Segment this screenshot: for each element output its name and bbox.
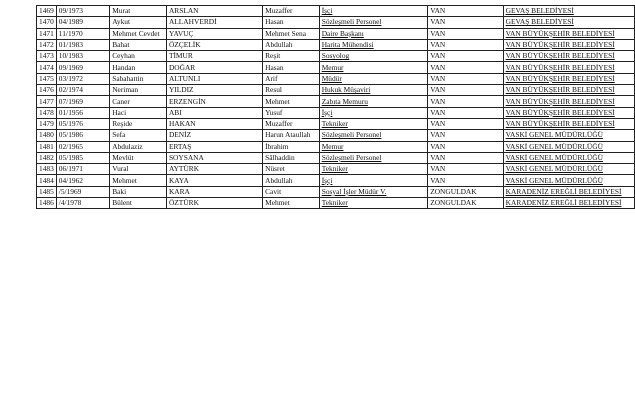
job-title-cell: Tekniker [319, 198, 427, 209]
birth-date-cell: 01/1956 [56, 107, 109, 118]
record-number-cell: 1471 [37, 28, 57, 39]
table-row [37, 62, 635, 73]
city-cell: VAN [428, 28, 503, 39]
first-name-cell: Mehmet Cevdet [110, 28, 167, 39]
birth-date-cell: 05/1976 [56, 118, 109, 129]
father-name-cell: Mehmet Sena [263, 28, 320, 39]
last-name-cell: AYTÜRK [166, 164, 262, 175]
last-name-cell: KAYA [166, 175, 262, 186]
institution-cell: VAN BÜYÜKŞEHİR BELEDİYESİ [503, 118, 634, 129]
birth-date-cell: 02/1965 [56, 141, 109, 152]
first-name-cell: Ceyhan [110, 51, 167, 62]
record-number-cell: 1474 [37, 62, 57, 73]
institution-cell: VASKİ GENEL MÜDÜRLÜĞÜ [503, 164, 634, 175]
record-number-cell: 1479 [37, 118, 57, 129]
table-row [37, 17, 635, 28]
birth-date-cell: 09/1973 [56, 6, 109, 17]
father-name-cell: Harun Ataullah [263, 130, 320, 141]
city-cell: VAN [428, 175, 503, 186]
last-name-cell: ABI [166, 107, 262, 118]
table-row [37, 141, 635, 152]
last-name-cell: KARA [166, 186, 262, 197]
institution-cell: VASKİ GENEL MÜDÜRLÜĞÜ [503, 130, 634, 141]
city-cell: ZONGULDAK [428, 198, 503, 209]
last-name-cell: ALTUNLI [166, 73, 262, 84]
last-name-cell: ÖZTÜRK [166, 198, 262, 209]
table-row [37, 6, 635, 17]
job-title-cell: Tekniker [319, 164, 427, 175]
institution-cell: VAN BÜYÜKŞEHİR BELEDİYESİ [503, 107, 634, 118]
records-table [36, 5, 635, 209]
city-cell: VAN [428, 130, 503, 141]
city-cell: VAN [428, 17, 503, 28]
record-number-cell: 1482 [37, 152, 57, 163]
job-title-cell: Hukuk Müşaviri [319, 85, 427, 96]
table-row [37, 164, 635, 175]
record-number-cell: 1475 [37, 73, 57, 84]
records-body [37, 6, 635, 209]
first-name-cell: Vural [110, 164, 167, 175]
last-name-cell: TİMUR [166, 51, 262, 62]
father-name-cell: Muzaffer [263, 6, 320, 17]
institution-cell: KARADENİZ EREĞLİ BELEDİYESİ [503, 186, 634, 197]
last-name-cell: ERZENGİN [166, 96, 262, 107]
record-number-cell: 1477 [37, 96, 57, 107]
job-title-cell: Tekniker [319, 118, 427, 129]
first-name-cell: Neriman [110, 85, 167, 96]
table-row [37, 51, 635, 62]
first-name-cell: Handan [110, 62, 167, 73]
city-cell: VAN [428, 73, 503, 84]
father-name-cell: Cavit [263, 186, 320, 197]
last-name-cell: ARSLAN [166, 6, 262, 17]
first-name-cell: Haci [110, 107, 167, 118]
first-name-cell: Sabahattin [110, 73, 167, 84]
record-number-cell: 1485 [37, 186, 57, 197]
father-name-cell: Hasan [263, 62, 320, 73]
birth-date-cell: /5/1969 [56, 186, 109, 197]
last-name-cell: ERTAŞ [166, 141, 262, 152]
last-name-cell: SOYSANA [166, 152, 262, 163]
institution-cell: VAN BÜYÜKŞEHİR BELEDİYESİ [503, 39, 634, 50]
job-title-cell: İşçi [319, 6, 427, 17]
city-cell: VAN [428, 85, 503, 96]
birth-date-cell: 07/1969 [56, 96, 109, 107]
job-title-cell: Sözleşmeli Personel [319, 152, 427, 163]
father-name-cell: Mehmet [263, 198, 320, 209]
first-name-cell: Baki [110, 186, 167, 197]
job-title-cell: Müdür [319, 73, 427, 84]
father-name-cell: Hasan [263, 17, 320, 28]
father-name-cell: Muzaffer [263, 118, 320, 129]
record-number-cell: 1473 [37, 51, 57, 62]
job-title-cell: Zabıta Memuru [319, 96, 427, 107]
institution-cell: VASKİ GENEL MÜDÜRLÜĞÜ [503, 141, 634, 152]
first-name-cell: Murat [110, 6, 167, 17]
city-cell: VAN [428, 141, 503, 152]
last-name-cell: ÖZÇELİK [166, 39, 262, 50]
institution-cell: VAN BÜYÜKŞEHİR BELEDİYESİ [503, 73, 634, 84]
first-name-cell: Caner [110, 96, 167, 107]
last-name-cell: HAKAN [166, 118, 262, 129]
table-row [37, 73, 635, 84]
father-name-cell: Reşit [263, 51, 320, 62]
birth-date-cell: 01/1983 [56, 39, 109, 50]
birth-date-cell: 04/1962 [56, 175, 109, 186]
birth-date-cell: 04/1989 [56, 17, 109, 28]
father-name-cell: İbrahim [263, 141, 320, 152]
institution-cell: VAN BÜYÜKŞEHİR BELEDİYESİ [503, 62, 634, 73]
birth-date-cell: 09/1969 [56, 62, 109, 73]
first-name-cell: Sefa [110, 130, 167, 141]
record-number-cell: 1472 [37, 39, 57, 50]
record-number-cell: 1470 [37, 17, 57, 28]
city-cell: ZONGULDAK [428, 186, 503, 197]
institution-cell: VAN BÜYÜKŞEHİR BELEDİYESİ [503, 51, 634, 62]
record-number-cell: 1469 [37, 6, 57, 17]
job-title-cell: İşçi [319, 107, 427, 118]
first-name-cell: Bahat [110, 39, 167, 50]
record-number-cell: 1484 [37, 175, 57, 186]
institution-cell: VASKİ GENEL MÜDÜRLÜĞÜ [503, 175, 634, 186]
city-cell: VAN [428, 51, 503, 62]
birth-date-cell: 05/1986 [56, 130, 109, 141]
record-number-cell: 1486 [37, 198, 57, 209]
city-cell: VAN [428, 152, 503, 163]
table-row [37, 39, 635, 50]
father-name-cell: Sâlhaddin [263, 152, 320, 163]
institution-cell: VAN BÜYÜKŞEHİR BELEDİYESİ [503, 85, 634, 96]
birth-date-cell: 10/1983 [56, 51, 109, 62]
record-number-cell: 1478 [37, 107, 57, 118]
first-name-cell: Abdulaziz [110, 141, 167, 152]
record-number-cell: 1476 [37, 85, 57, 96]
last-name-cell: DOĞAR [166, 62, 262, 73]
job-title-cell: Memur [319, 62, 427, 73]
table-row [37, 130, 635, 141]
city-cell: VAN [428, 164, 503, 175]
table-row [37, 152, 635, 163]
birth-date-cell: 05/1985 [56, 152, 109, 163]
job-title-cell: Sözleşmeli Personel [319, 17, 427, 28]
last-name-cell: ALLAHVERDİ [166, 17, 262, 28]
last-name-cell: DENİZ [166, 130, 262, 141]
father-name-cell: Arif [263, 73, 320, 84]
job-title-cell: Daire Başkanı [319, 28, 427, 39]
table-row [37, 85, 635, 96]
first-name-cell: Aykut [110, 17, 167, 28]
job-title-cell: Memur [319, 141, 427, 152]
table-row [37, 198, 635, 209]
last-name-cell: YILDIZ [166, 85, 262, 96]
record-number-cell: 1480 [37, 130, 57, 141]
job-title-cell: Sosyolog [319, 51, 427, 62]
first-name-cell: Mehmet [110, 175, 167, 186]
job-title-cell: Sosyal İşler Müdür V. [319, 186, 427, 197]
birth-date-cell: 11/1970 [56, 28, 109, 39]
birth-date-cell: 06/1971 [56, 164, 109, 175]
institution-cell: VAN BÜYÜKŞEHİR BELEDİYESİ [503, 28, 634, 39]
father-name-cell: Resul [263, 85, 320, 96]
father-name-cell: Mehmet [263, 96, 320, 107]
table-row [37, 186, 635, 197]
institution-cell: VAN BÜYÜKŞEHİR BELEDİYESİ [503, 96, 634, 107]
first-name-cell: Reşide [110, 118, 167, 129]
city-cell: VAN [428, 6, 503, 17]
last-name-cell: YAVUÇ [166, 28, 262, 39]
first-name-cell: Mevlüt [110, 152, 167, 163]
city-cell: VAN [428, 107, 503, 118]
institution-cell: KARADENİZ EREĞLİ BELEDİYESİ [503, 198, 634, 209]
job-title-cell: Sözleşmeli Personel [319, 130, 427, 141]
institution-cell: GEVAŞ BELEDİYESİ [503, 17, 634, 28]
city-cell: VAN [428, 39, 503, 50]
table-row [37, 175, 635, 186]
city-cell: VAN [428, 118, 503, 129]
birth-date-cell: 02/1974 [56, 85, 109, 96]
first-name-cell: Bülent [110, 198, 167, 209]
institution-cell: VASKİ GENEL MÜDÜRLÜĞÜ [503, 152, 634, 163]
job-title-cell: İşçi [319, 175, 427, 186]
table-row [37, 96, 635, 107]
record-number-cell: 1483 [37, 164, 57, 175]
father-name-cell: Abdullah [263, 39, 320, 50]
institution-cell: GEVAŞ BELEDİYESİ [503, 6, 634, 17]
birth-date-cell: /4/1978 [56, 198, 109, 209]
father-name-cell: Abdullah [263, 175, 320, 186]
table-row [37, 107, 635, 118]
birth-date-cell: 03/1972 [56, 73, 109, 84]
father-name-cell: Nüsret [263, 164, 320, 175]
table-row [37, 28, 635, 39]
record-number-cell: 1481 [37, 141, 57, 152]
city-cell: VAN [428, 62, 503, 73]
city-cell: VAN [428, 96, 503, 107]
job-title-cell: Harita Mühendisi [319, 39, 427, 50]
table-row [37, 118, 635, 129]
father-name-cell: Yusuf [263, 107, 320, 118]
